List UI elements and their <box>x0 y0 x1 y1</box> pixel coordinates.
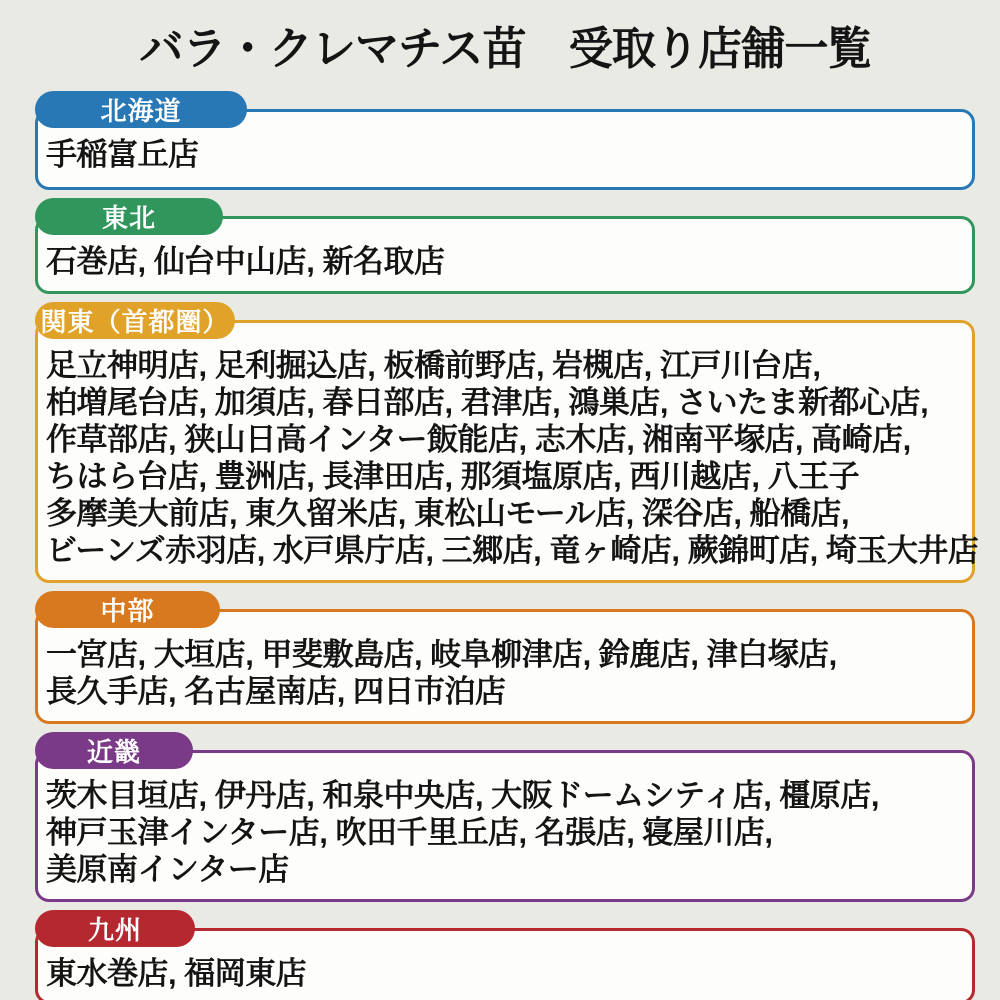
region-tab-chubu <box>35 591 220 628</box>
store-list-line: 美原南インター店 <box>46 852 289 887</box>
store-list-line: 作草部店, 狭山日高インター飯能店, 志木店, 湘南平塚店, 高崎店, <box>46 422 911 457</box>
region-tab-label: 関東（首都圏） <box>40 307 230 337</box>
region-tab-label: 中部 <box>100 596 155 626</box>
page-title: バラ・クレマチス苗 受取り店舗一覧 <box>139 23 871 74</box>
store-list-line: 茨木目垣店, 伊丹店, 和泉中央店, 大阪ドームシティ店, 橿原店, <box>46 778 880 813</box>
store-list-line: 一宮店, 大垣店, 甲斐敷島店, 岐阜柳津店, 鈴鹿店, 津白塚店, <box>46 637 837 672</box>
region-tab-tohoku <box>35 198 223 235</box>
region-tab-kanto <box>35 302 235 339</box>
store-list-line: 多摩美大前店, 東久留米店, 東松山モール店, 深谷店, 船橋店, <box>46 496 850 531</box>
region-tab-label: 九州 <box>87 915 142 945</box>
store-list-line: 長久手店, 名古屋南店, 四日市泊店 <box>46 674 506 709</box>
store-list-box-kanto <box>35 320 979 583</box>
store-list-line: ビーンズ赤羽店, 水戸県庁店, 三郷店, 竜ヶ崎店, 蕨錦町店, 埼玉大井店 <box>46 533 979 568</box>
store-list-line: ちはら台店, 豊洲店, 長津田店, 那須塩原店, 西川越店, 八王子 <box>46 459 860 494</box>
section-chubu <box>35 591 975 724</box>
region-tab-label: 北海道 <box>100 96 182 126</box>
region-tab-kyushu <box>35 910 195 947</box>
store-list-line: 東水巻店, 福岡東店 <box>46 956 307 991</box>
section-hokkaido <box>35 91 975 190</box>
region-tab-label: 近畿 <box>86 737 141 767</box>
section-kanto <box>35 302 979 583</box>
section-kinki <box>35 732 975 902</box>
region-tab-kinki <box>35 732 193 769</box>
store-list-line: 石巻店, 仙台中山店, 新名取店 <box>46 244 445 279</box>
region-tab-hokkaido <box>35 91 247 128</box>
region-tab-label: 東北 <box>101 203 156 233</box>
section-tohoku <box>35 198 975 294</box>
section-kyushu <box>35 910 975 1000</box>
store-list-box-kinki <box>35 750 975 902</box>
store-list-line: 手稲富丘店 <box>46 137 199 172</box>
store-list-line: 足立神明店, 足利掘込店, 板橋前野店, 岩槻店, 江戸川台店, <box>46 348 821 383</box>
store-list-line: 柏増尾台店, 加須店, 春日部店, 君津店, 鴻巣店, さいたま新都心店, <box>46 385 929 420</box>
store-list-line: 神戸玉津インター店, 吹田千里丘店, 名張店, 寝屋川店, <box>46 815 773 850</box>
